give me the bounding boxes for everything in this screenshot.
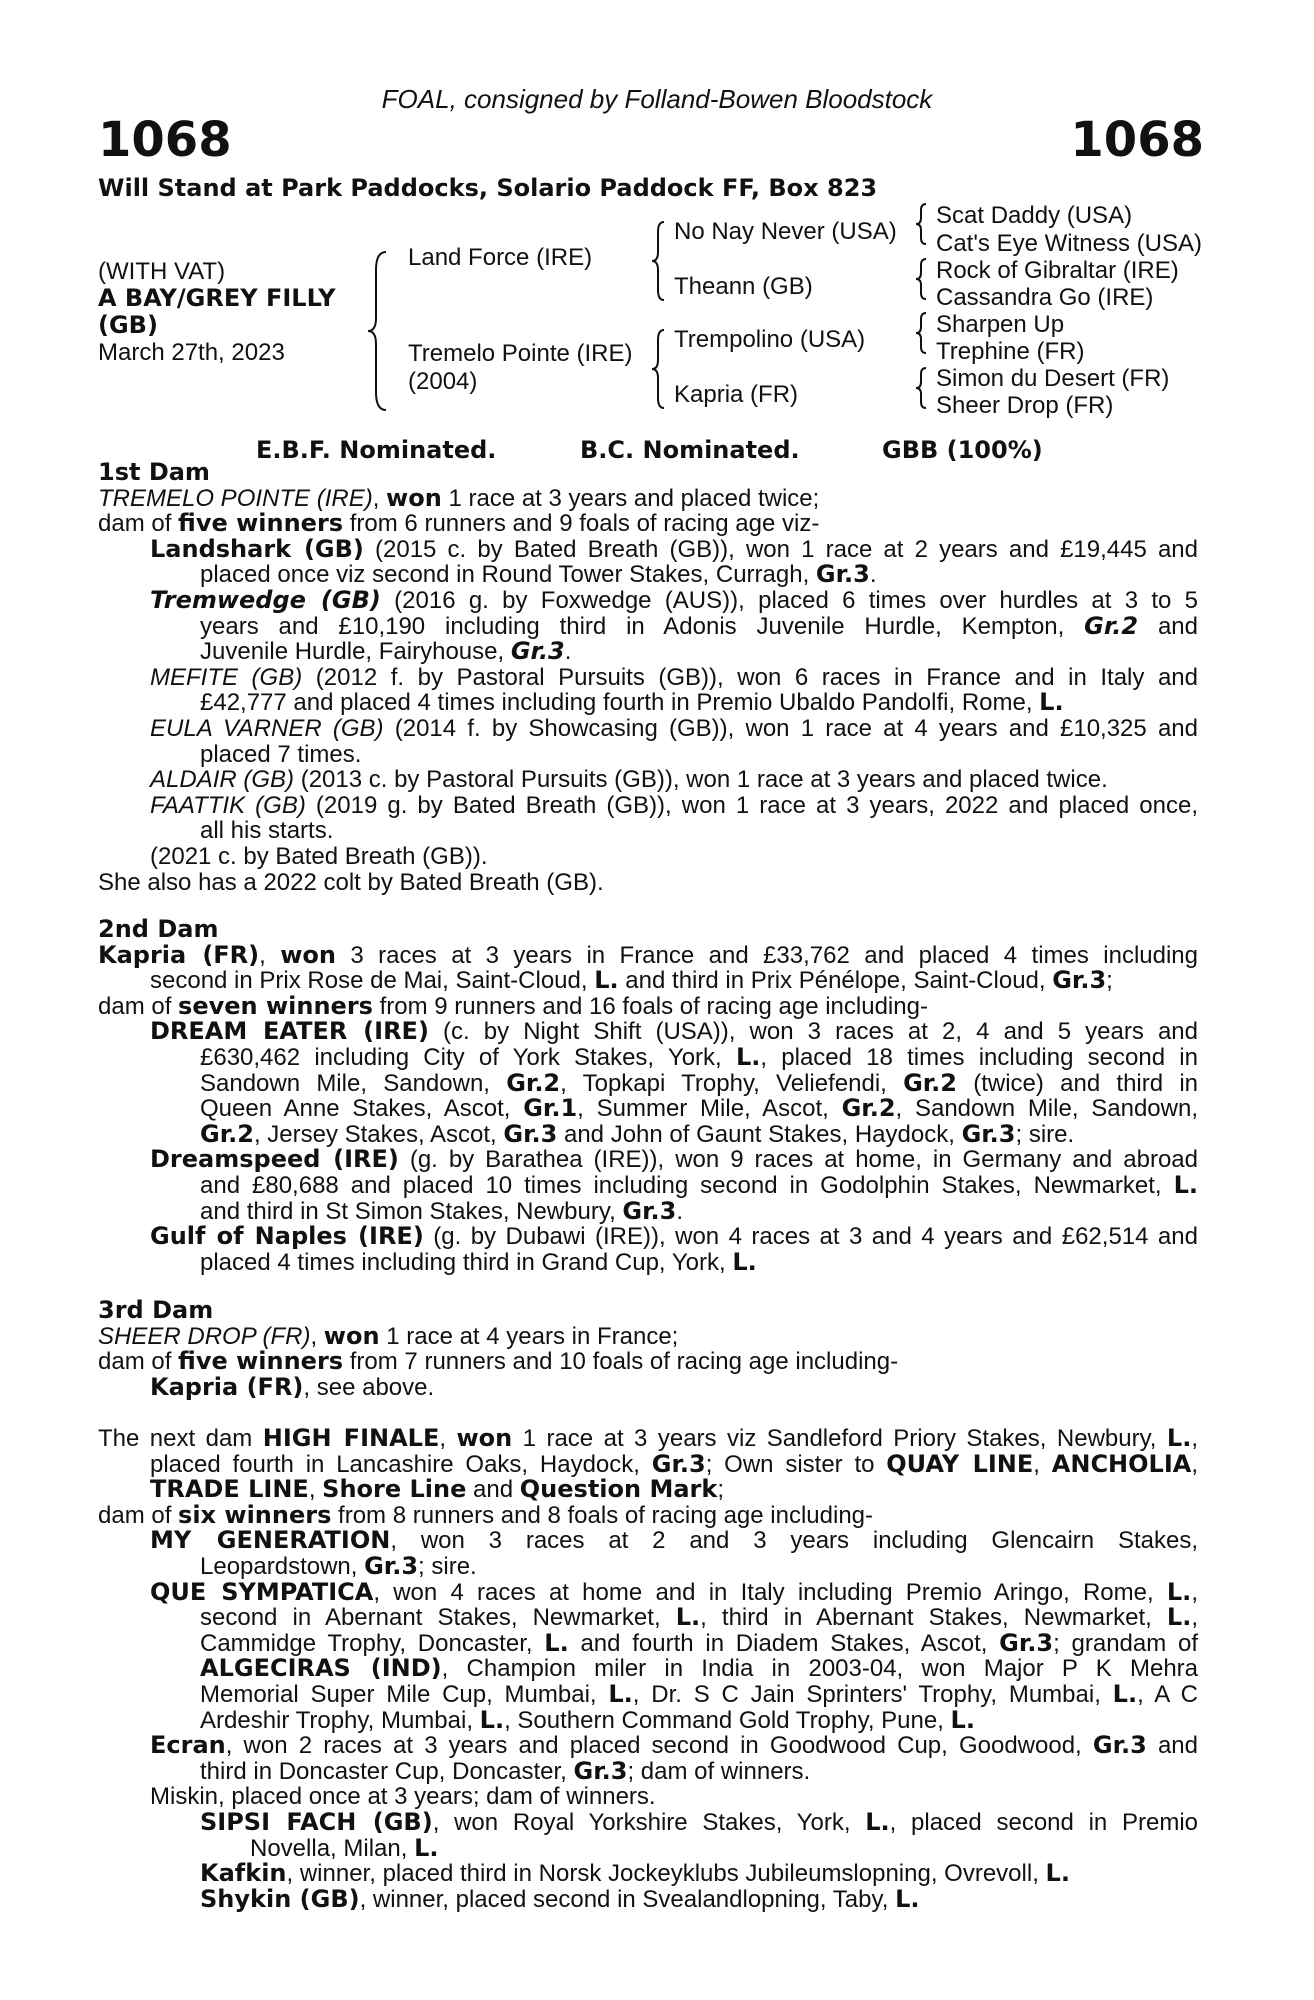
dam-record: The next dam HIGH FINALE, won 1 race at 3 years viz Sandleford Priory Stakes, Newbury, L., — [98, 1424, 1199, 1452]
produce-entry-cont: Memorial Super Mile Cup, Mumbai, L., Dr. S C Jain Sprinters' Trophy, Mumbai, L., A C — [200, 1679, 1199, 1708]
dam-record-cont: TRADE LINE, Shore Line and Question Mark; — [150, 1475, 724, 1504]
section-heading: 3rd Dam — [98, 1296, 214, 1324]
produce-entry-cont: £42,777 and placed 4 times including fourth in Premio Ubaldo Pandolfi, Rome, L. — [200, 688, 1064, 717]
dam-record: TREMELO POINTE (IRE), won 1 race at 3 years and placed twice; — [98, 483, 820, 512]
dam-produce-summary: dam of five winners from 6 runners and 9 foals of racing age viz- — [98, 509, 820, 538]
produce-entry-cont: placed once viz second in Round Tower Stakes, Curragh, Gr.3. — [200, 560, 877, 589]
sire-name: Land Force (IRE) — [408, 244, 593, 271]
produce-entry-cont: and £80,688 and placed 10 times including second in Godolphin Stakes, Newmarket, L. — [200, 1170, 1198, 1199]
ds-sire: Sharpen Up — [936, 311, 1065, 338]
dam-record-cont: second in Prix Rose de Mai, Saint-Cloud, L. and third in Prix Pénélope, Saint-Cloud, Gr.3; — [150, 966, 1113, 995]
produce-entry: Dreamspeed (IRE) (g. by Barathea (IRE)), won 9 races at home, in Germany and abroad — [150, 1145, 1198, 1174]
ss-dam: Cat's Eye Witness (USA) — [936, 230, 1202, 257]
produce-entry: ALDAIR (GB) (2013 c. by Pastoral Pursuits (GB)), won 1 race at 3 years and placed twice. — [150, 766, 1108, 794]
produce-entry: SIPSI FACH (GB), won Royal Yorkshire Stakes, York, L., placed second in Premio — [200, 1807, 1199, 1836]
produce-entry-cont: Sandown Mile, Sandown, Gr.2, Topkapi Trophy, Veliefendi, Gr.2 (twice) and third in — [200, 1068, 1199, 1097]
second-dam-section — [98, 917, 1198, 1275]
brace-dam-icon — [650, 328, 666, 410]
dam-name: Tremelo Pointe (IRE) — [408, 340, 633, 367]
sd-sire: Rock of Gibraltar (IRE) — [936, 257, 1179, 284]
produce-entry: (2021 c. by Bated Breath (GB)). — [150, 842, 488, 870]
dam-record-cont: placed fourth in Lancashire Oaks, Haydock, Gr.3; Own sister to QUAY LINE, ANCHOLIA, — [150, 1449, 1199, 1478]
ebf-nomination: E.B.F. Nominated. — [256, 436, 497, 464]
sire-dam: Theann (GB) — [674, 273, 813, 300]
brace-sd-icon — [914, 257, 928, 301]
produce-entry: Miskin, placed once at 3 years; dam of winners. — [150, 1783, 656, 1811]
lot-number-left: 1068 — [98, 112, 232, 168]
produce-entry-cont: Juvenile Hurdle, Fairyhouse, Gr.3. — [200, 637, 572, 666]
produce-entry-cont: all his starts. — [200, 817, 334, 845]
produce-entry: QUE SYMPATICA, won 4 races at home and in Italy including Premio Aringo, Rome, L., — [150, 1577, 1198, 1606]
horse-name: A BAY/GREY FILLY — [98, 284, 336, 312]
produce-entry-cont: placed 4 times including third in Grand Cup, York, L. — [200, 1247, 757, 1276]
next-dam-section — [98, 1426, 1198, 1912]
brace-sire-icon — [650, 220, 666, 302]
section-heading: 2nd Dam — [98, 915, 219, 943]
bc-nomination: B.C. Nominated. — [580, 436, 800, 464]
produce-entry-cont: Ardeshir Trophy, Mumbai, L., Southern Command Gold Trophy, Pune, L. — [200, 1705, 975, 1734]
produce-entry-cont: placed 7 times. — [200, 740, 362, 768]
produce-entry: MEFITE (GB) (2012 f. by Pastoral Pursuits (GB)), won 6 races in France and in Italy and — [150, 663, 1198, 691]
ds-dam: Trephine (FR) — [936, 338, 1085, 365]
brace-ds-icon — [914, 311, 928, 355]
first-dam-section — [98, 460, 1198, 895]
foaling-date: March 27th, 2023 — [98, 339, 285, 366]
produce-entry: Shykin (GB), winner, placed second in Svealandlopning, Taby, L. — [200, 1884, 920, 1913]
dam-produce-summary: dam of seven winners from 9 runners and 16 foals of racing age including- — [98, 991, 928, 1020]
dam-year: (2004) — [408, 368, 478, 395]
produce-entry: EULA VARNER (GB) (2014 f. by Showcasing (GB)), won 1 race at 4 years and £10,325 and — [150, 714, 1198, 742]
produce-entry-cont: Leopardstown, Gr.3; sire. — [200, 1551, 477, 1580]
produce-entry: Landshark (GB) (2015 c. by Bated Breath (GB)), won 1 race at 2 years and £19,445 and — [150, 534, 1198, 563]
third-dam-section — [98, 1298, 1198, 1400]
horse-country: (GB) — [98, 311, 158, 339]
produce-entry: Ecran, won 2 races at 3 years and placed second in Goodwood Cup, Goodwood, Gr.3 and — [150, 1731, 1198, 1760]
produce-entry-cont: Gr.2, Jersey Stakes, Ascot, Gr.3 and John of Gaunt Stakes, Haydock, Gr.3; sire. — [200, 1119, 1075, 1148]
sd-dam: Cassandra Go (IRE) — [936, 284, 1154, 311]
produce-entry-cont: second in Abernant Stakes, Newmarket, L., third in Abernant Stakes, Newmarket, L., — [200, 1603, 1198, 1632]
sire-sire: No Nay Never (USA) — [674, 218, 897, 245]
produce-entry-cont: years and £10,190 including third in Adonis Juvenile Hurdle, Kempton, Gr.2 and — [200, 611, 1198, 640]
dam-produce-summary: dam of five winners from 7 runners and 10 foals of racing age including- — [98, 1347, 899, 1376]
produce-entry-cont: ALGECIRAS (IND), Champion miler in India in 2003-04, won Major P K Mehra — [200, 1654, 1199, 1683]
produce-entry-cont: £630,462 including City of York Stakes, York, L., placed 18 times including second in — [200, 1042, 1198, 1071]
produce-entry: DREAM EATER (IRE) (c. by Night Shift (USA)), won 3 races at 2, 4 and 5 years and — [150, 1017, 1198, 1046]
produce-entry-cont: Queen Anne Stakes, Ascot, Gr.1, Summer Mile, Ascot, Gr.2, Sandown Mile, Sandown, — [200, 1094, 1198, 1123]
brace-dd-icon — [914, 366, 928, 410]
vat-note: (WITH VAT) — [98, 258, 226, 285]
dam-dam: Kapria (FR) — [674, 381, 799, 408]
consignor-line: FOAL, consigned by Folland-Bowen Bloodstock — [381, 84, 933, 114]
ss-sire: Scat Daddy (USA) — [936, 202, 1133, 229]
produce-entry-cont: Novella, Milan, L. — [250, 1833, 439, 1862]
brace-main-icon — [366, 250, 388, 412]
dd-sire: Simon du Desert (FR) — [936, 365, 1170, 392]
produce-entry: FAATTIK (GB) (2019 g. by Bated Breath (GB)), won 1 race at 3 years, 2022 and placed once, — [150, 791, 1198, 819]
dam-note: She also has a 2022 colt by Bated Breath (GB). — [98, 868, 604, 896]
produce-entry-cont: Cammidge Trophy, Doncaster, L. and fourth in Diadem Stakes, Ascot, Gr.3; grandam of — [200, 1628, 1198, 1657]
produce-entry-cont: third in Doncaster Cup, Doncaster, Gr.3; dam of winners. — [200, 1756, 811, 1785]
lot-number-right: 1068 — [1070, 112, 1204, 168]
produce-entry-cont: and third in St Simon Stakes, Newbury, Gr.3. — [200, 1196, 684, 1225]
dam-record: Kapria (FR), won 3 races at 3 years in France and £33,762 and placed 4 times including — [98, 940, 1199, 969]
section-heading: 1st Dam — [98, 458, 210, 486]
produce-entry: Gulf of Naples (IRE) (g. by Dubawi (IRE)), won 4 races at 3 and 4 years and £62,514 and — [150, 1222, 1198, 1251]
dam-record: SHEER DROP (FR), won 1 race at 4 years in France; — [98, 1321, 679, 1350]
dam-sire: Trempolino (USA) — [674, 326, 866, 353]
brace-ss-icon — [914, 202, 928, 246]
produce-entry: MY GENERATION, won 3 races at 2 and 3 years including Glencairn Stakes, — [150, 1526, 1198, 1555]
produce-entry: Tremwedge (GB) (2016 g. by Foxwedge (AUS)), placed 6 times over hurdles at 3 to 5 — [150, 585, 1198, 614]
gbb-status: GBB (100%) — [882, 436, 1043, 464]
dd-dam: Sheer Drop (FR) — [936, 392, 1114, 419]
stand-location: Will Stand at Park Paddocks, Solario Paddock FF, Box 823 — [98, 174, 878, 202]
produce-entry: Kapria (FR), see above. — [150, 1372, 435, 1401]
produce-entry: Kafkin, winner, placed third in Norsk Jockeyklubs Jubileumslopning, Ovrevoll, L. — [200, 1859, 1070, 1888]
dam-produce-summary: dam of six winners from 8 runners and 8 foals of racing age including- — [98, 1500, 874, 1529]
